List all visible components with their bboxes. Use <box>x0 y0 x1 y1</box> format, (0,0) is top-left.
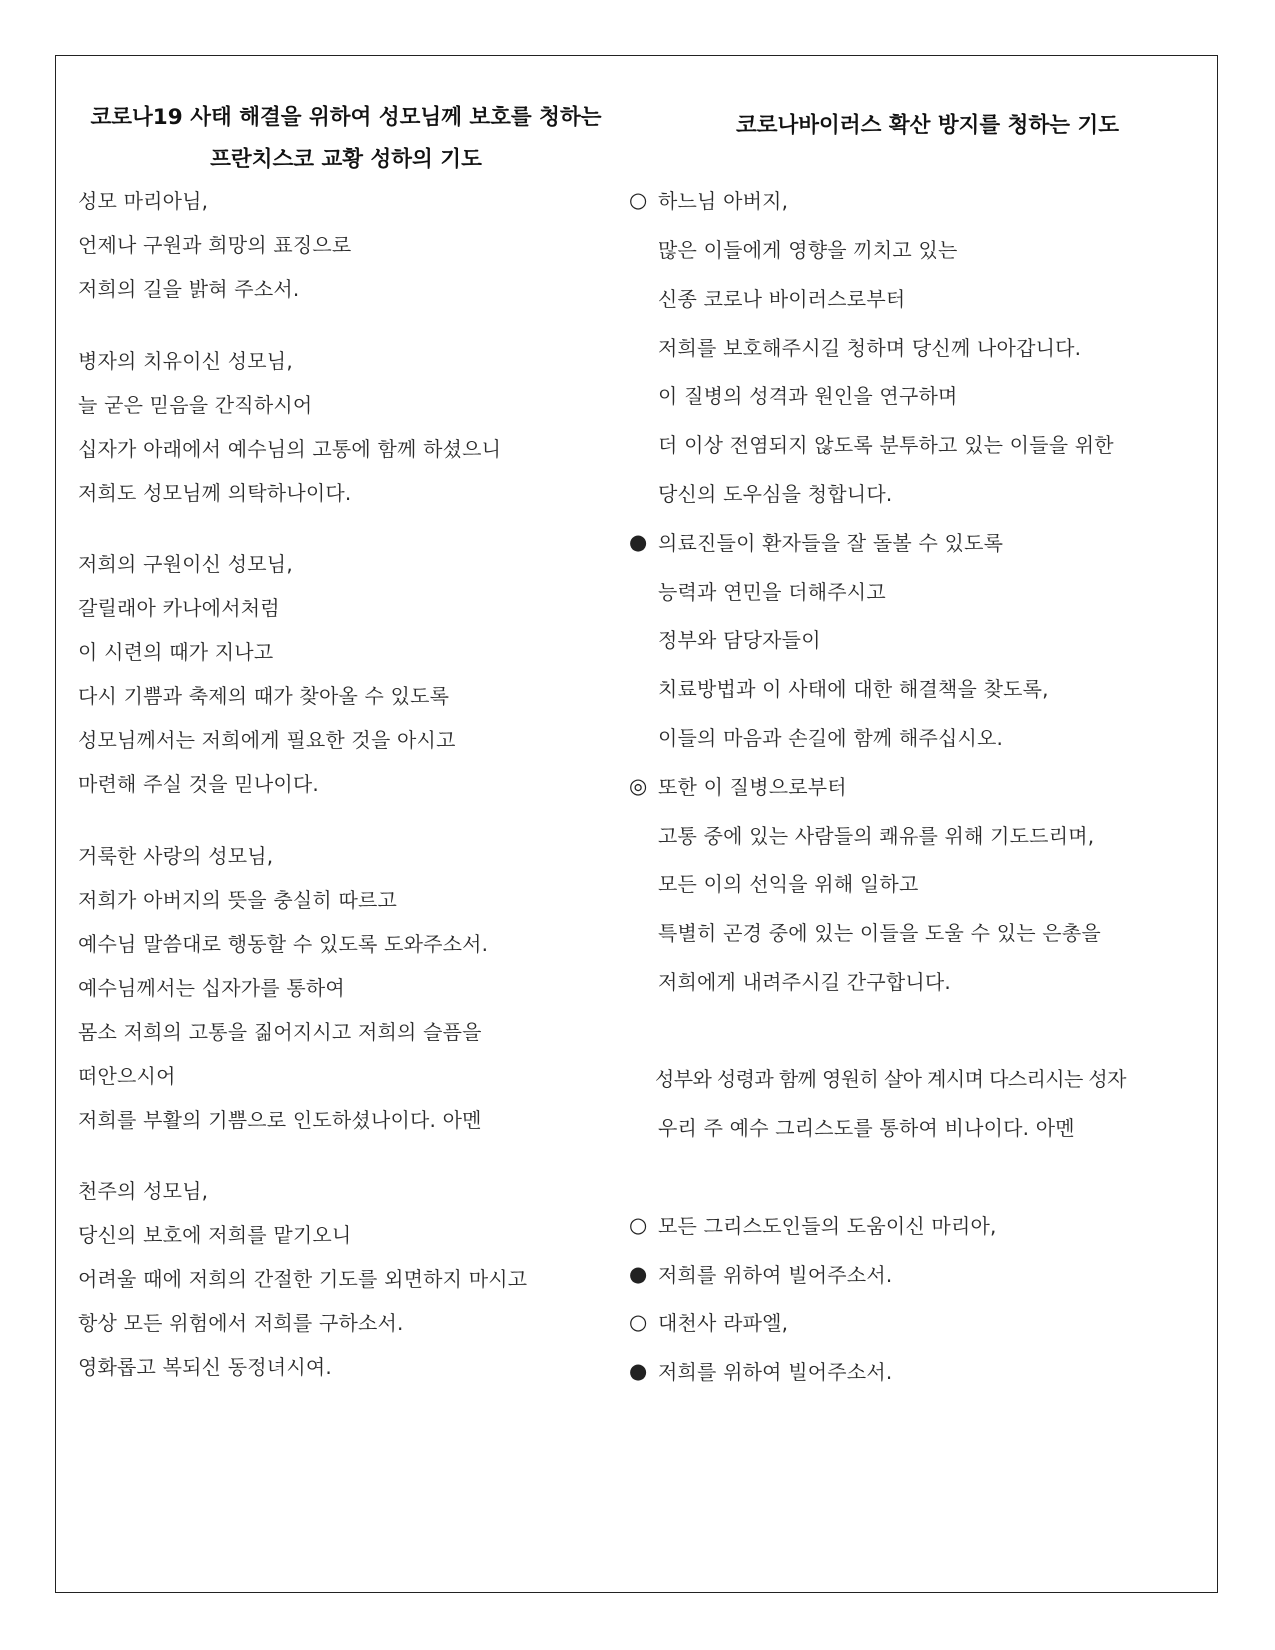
doxology-line: 성부와 성령과 함께 영원히 살아 계시며 다스리시는 성자 <box>655 1067 1126 1091</box>
right-prayer-line: 저희에게 내려주시길 간구합니다. <box>658 970 951 994</box>
left-prayer-line: 늘 굳은 믿음을 간직하시어 <box>78 393 313 417</box>
left-prayer-line: 성모님께서는 저희에게 필요한 것을 아시고 <box>78 728 456 752</box>
litany-line: 저희를 위하여 빌어주소서. <box>658 1263 893 1287</box>
right-prayer-line: 신종 코로나 바이러스로부터 <box>658 287 906 311</box>
right-prayer-line: 모든 이의 선익을 위해 일하고 <box>658 872 919 896</box>
left-prayer-line: 저희가 아버지의 뜻을 충실히 따르고 <box>78 888 398 912</box>
left-prayer-line: 언제나 구원과 희망의 표징으로 <box>78 233 352 257</box>
left-prayer-line: 다시 기쁨과 축제의 때가 찾아올 수 있도록 <box>78 684 450 708</box>
open-circle-icon: ○ <box>629 1213 648 1237</box>
right-prayer-line: 의료진들이 환자들을 잘 돌볼 수 있도록 <box>658 531 1004 555</box>
doxology-line: 우리 주 예수 그리스도를 통하여 비나이다. 아멘 <box>658 1116 1075 1140</box>
litany-line: 모든 그리스도인들의 도움이신 마리아, <box>658 1214 997 1238</box>
left-prayer-line: 십자가 아래에서 예수님의 고통에 함께 하셨으니 <box>78 437 502 461</box>
right-title: 코로나바이러스 확산 방지를 청하는 기도 <box>735 113 1119 138</box>
left-prayer-line: 저희도 성모님께 의탁하나이다. <box>78 481 352 505</box>
double-circle-icon: ◎ <box>629 774 648 798</box>
left-prayer-line: 거룩한 사랑의 성모님, <box>78 844 274 868</box>
left-prayer-line: 예수님 말씀대로 행동할 수 있도록 도와주소서. <box>78 932 489 956</box>
litany-line: 대천사 라파엘, <box>658 1311 789 1335</box>
page-frame <box>55 55 1218 1593</box>
left-prayer-line: 어려울 때에 저희의 간절한 기도를 외면하지 마시고 <box>78 1267 528 1291</box>
left-prayer-line: 예수님께서는 십자가를 통하여 <box>78 976 345 1000</box>
right-prayer-line: 정부와 담당자들이 <box>658 628 821 652</box>
left-title-line-1: 코로나19 사태 해결을 위하여 성모님께 보호를 청하는 <box>90 105 602 130</box>
filled-circle-icon: ● <box>629 530 648 554</box>
filled-circle-icon: ● <box>629 1359 648 1383</box>
left-prayer-line: 저희를 부활의 기쁨으로 인도하셨나이다. 아멘 <box>78 1108 482 1132</box>
left-prayer-line: 천주의 성모님, <box>78 1179 209 1203</box>
right-prayer-line: 저희를 보호해주시길 청하며 당신께 나아갑니다. <box>658 336 1082 360</box>
right-prayer-line: 하느님 아버지, <box>658 189 789 213</box>
right-prayer-line: 치료방법과 이 사태에 대한 해결책을 찾도록, <box>658 677 1049 701</box>
open-circle-icon: ○ <box>629 1310 648 1334</box>
right-prayer-line: 더 이상 전염되지 않도록 분투하고 있는 이들을 위한 <box>658 433 1114 457</box>
open-circle-icon: ○ <box>629 188 648 212</box>
left-prayer-line: 갈릴래아 카나에서처럼 <box>78 596 280 620</box>
right-prayer-line: 이 질병의 성격과 원인을 연구하며 <box>658 384 958 408</box>
left-prayer-line: 항상 모든 위험에서 저희를 구하소서. <box>78 1311 404 1335</box>
right-prayer-line: 고통 중에 있는 사람들의 쾌유를 위해 기도드리며, <box>658 824 1095 848</box>
right-prayer-line: 특별히 곤경 중에 있는 이들을 도울 수 있는 은총을 <box>658 921 1101 945</box>
left-prayer-line: 저희의 길을 밝혀 주소서. <box>78 277 300 301</box>
right-prayer-line: 당신의 도우심을 청합니다. <box>658 482 893 506</box>
left-prayer-line: 마련해 주실 것을 믿나이다. <box>78 772 319 796</box>
litany-line: 저희를 위하여 빌어주소서. <box>658 1360 893 1384</box>
left-prayer-line: 병자의 치유이신 성모님, <box>78 349 293 373</box>
left-prayer-line: 영화롭고 복되신 동정녀시여. <box>78 1355 332 1379</box>
left-prayer-line: 몸소 저희의 고통을 짊어지시고 저희의 슬픔을 <box>78 1020 482 1044</box>
left-prayer-line: 떠안으시어 <box>78 1064 176 1088</box>
filled-circle-icon: ● <box>629 1262 648 1286</box>
left-title-line-2: 프란치스코 교황 성하의 기도 <box>210 147 482 172</box>
right-prayer-line: 많은 이들에게 영향을 끼치고 있는 <box>658 238 958 262</box>
left-prayer-line: 당신의 보호에 저희를 맡기오니 <box>78 1223 352 1247</box>
left-prayer-line: 성모 마리아님, <box>78 189 209 213</box>
left-prayer-line: 저희의 구원이신 성모님, <box>78 552 293 576</box>
right-prayer-line: 이들의 마음과 손길에 함께 해주십시오. <box>658 726 1004 750</box>
left-prayer-line: 이 시련의 때가 지나고 <box>78 640 274 664</box>
right-prayer-line: 능력과 연민을 더해주시고 <box>658 580 886 604</box>
right-prayer-line: 또한 이 질병으로부터 <box>658 775 847 799</box>
